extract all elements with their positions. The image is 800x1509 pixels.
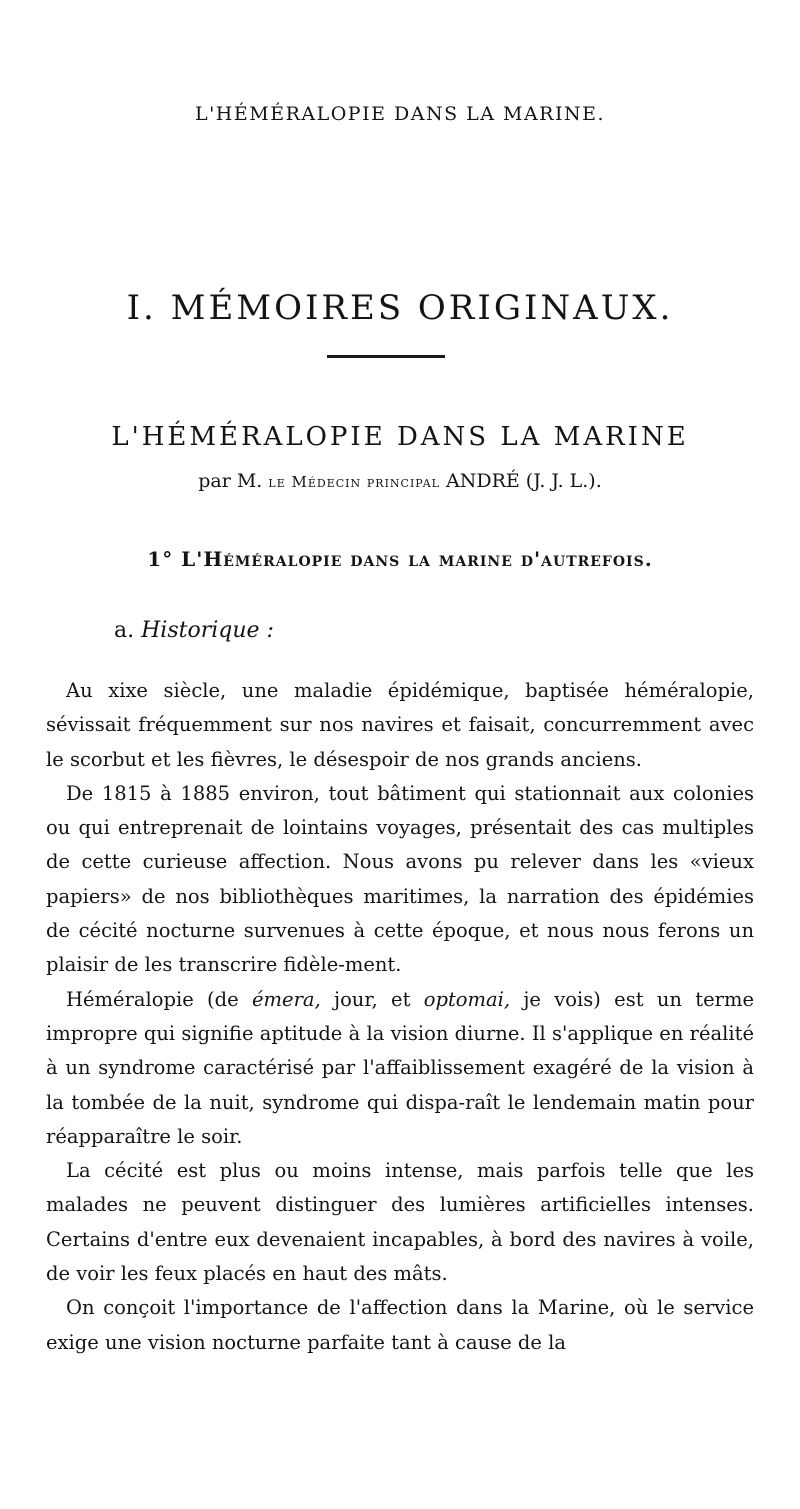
body-text xyxy=(46,674,754,1360)
title-rule xyxy=(327,355,445,358)
paragraph-4: La cécité est plus ou moins intense, mais parfois telle que les malades ne peuvent distinguer des lumières artificielles intenses. Certains d'entre eux devenaient incapables, à bord des navires à voile, de voir les feux placés en haut des mâts. xyxy=(46,1159,754,1286)
subhead-letter: a. xyxy=(114,618,135,643)
byline-rank: le Médecin principal xyxy=(268,473,440,491)
paragraph-3-part2: jour, et xyxy=(320,987,424,1011)
paragraph-5: On conçoit l'importance de l'affection dans la Marine, où le service exige une vision nocturne parfaite tant à cause de la xyxy=(46,1296,754,1354)
paragraph-1: Au xixe siècle, une maladie épidémique, baptisée héméralopie, sévissait fréquemment sur nos navires et faisait, concurremment avec le scorbut et les fièvres, le désespoir de nos grands anciens. xyxy=(46,679,754,771)
paragraph-3 xyxy=(46,983,754,1154)
article-title: L'HÉMÉRALOPIE DANS LA MARINE xyxy=(111,422,689,452)
byline xyxy=(0,470,800,492)
section-title: I. MÉMOIRES ORIGINAUX. xyxy=(126,288,674,328)
subhead-label: Historique : xyxy=(141,618,274,643)
byline-prefix: par M. xyxy=(198,470,263,492)
subhead xyxy=(114,618,274,643)
paragraph-3-part1: Héméralopie (de xyxy=(66,987,252,1011)
running-head: L'HÉMÉRALOPIE DANS LA MARINE. xyxy=(194,103,606,125)
subsection-heading: 1° L'Héméralopie dans la marine d'autrefois. xyxy=(147,547,653,571)
term-optomai: optomai, xyxy=(423,987,511,1011)
paragraph-3-part3: je vois) est un terme impropre qui signifie aptitude à la vision diurne. Il s'applique en réalité à un syndrome caractérisé par l'affaiblissement exagéré de la vision à la tombée de la nuit, syndrome qui dispa-raît le lendemain matin pour réapparaître le soir. xyxy=(46,987,754,1148)
byline-author: ANDRÉ (J. J. L.). xyxy=(446,470,602,492)
term-emera: émera, xyxy=(252,987,321,1011)
paragraph-2: De 1815 à 1885 environ, tout bâtiment qui stationnait aux colonies ou qui entreprenait de lointains voyages, présentait des cas multiples de cette curieuse affection. Nous avons pu relever dans les «vieux papiers» de nos bibliothèques maritimes, la narration des épidémies de cécité nocturne survenues à cette époque, et nous nous ferons un plaisir de les transcrire fidèle-ment. xyxy=(46,781,754,977)
